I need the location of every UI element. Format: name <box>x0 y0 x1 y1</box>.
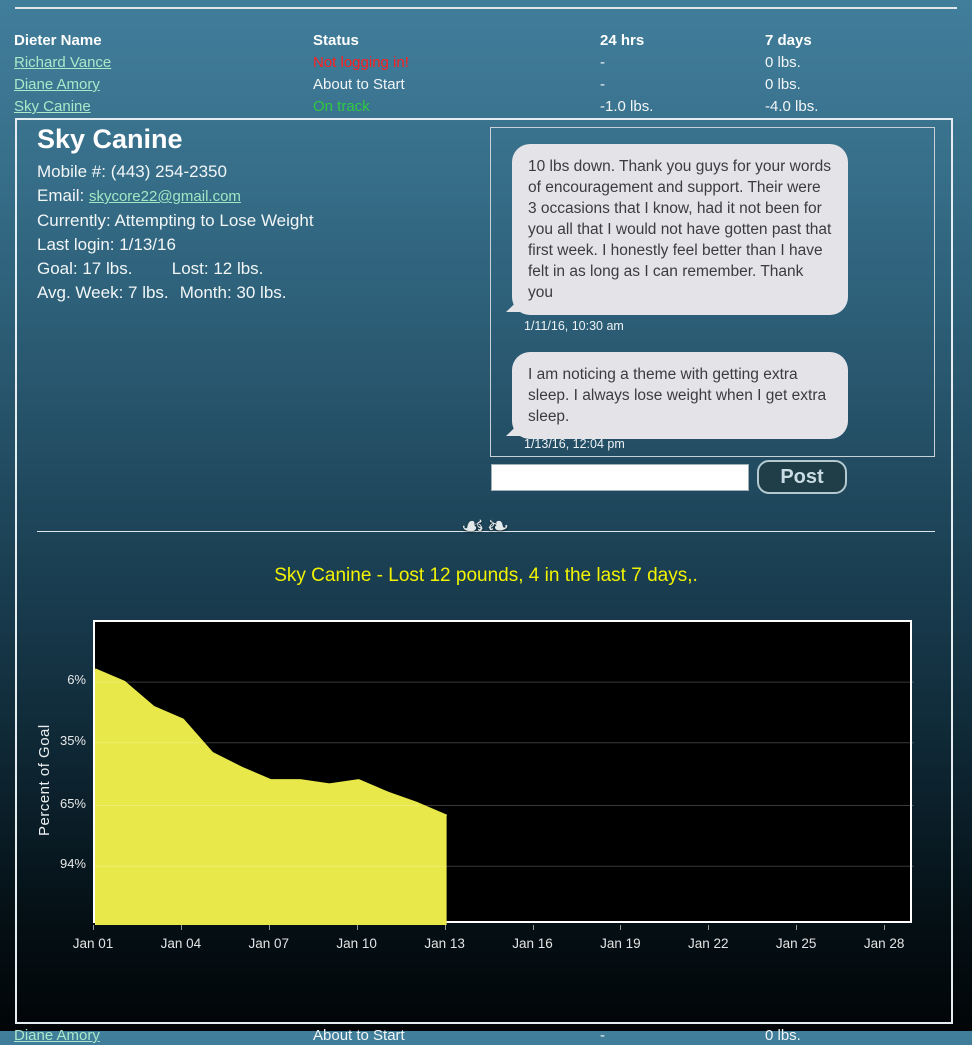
x-tick-mark <box>533 925 534 930</box>
chart-y-axis-label: Percent of Goal <box>36 724 53 836</box>
y-tick-label: 35% <box>59 732 86 748</box>
x-tick-label: Jan 19 <box>600 936 641 951</box>
x-tick-mark <box>796 925 797 930</box>
x-tick-label: Jan 22 <box>688 936 729 951</box>
dieter-link-richard-vance[interactable]: Richard Vance <box>14 54 112 71</box>
chat-message-input[interactable] <box>491 464 749 491</box>
status-diane-amory: About to Start <box>313 76 405 93</box>
x-tick-mark <box>620 925 621 930</box>
post-button[interactable]: Post <box>757 460 847 494</box>
chat-messages-panel[interactable] <box>490 127 935 457</box>
chat-message-timestamp: 1/13/16, 12:04 pm <box>524 437 625 451</box>
status-next-row: About to Start <box>313 1027 405 1044</box>
value-24hrs-next-row: - <box>600 1027 605 1044</box>
chart-title: Sky Canine - Lost 12 pounds, 4 in the last 7 days,. <box>274 565 698 586</box>
y-tick-label: 94% <box>59 856 86 872</box>
value-24hrs-richard-vance: - <box>600 54 605 71</box>
profile-goal: Goal: 17 lbs. <box>37 259 133 278</box>
weight-chart-svg <box>95 622 914 925</box>
profile-last-login: Last login: 1/13/16 <box>37 235 176 254</box>
x-tick-mark <box>269 925 270 930</box>
x-tick-label: Jan 16 <box>512 936 553 951</box>
dieter-link-diane-amory[interactable]: Diane Amory <box>14 76 100 93</box>
profile-email-line <box>37 186 241 206</box>
y-tick-label: 6% <box>67 672 86 688</box>
value-7days-sky-canine: -4.0 lbs. <box>765 98 819 115</box>
x-tick-label: Jan 25 <box>775 936 817 951</box>
x-tick-mark <box>181 925 182 930</box>
x-tick-mark <box>708 925 709 930</box>
dieter-link-next-row[interactable]: Diane Amory <box>14 1027 100 1044</box>
x-tick-mark <box>357 925 358 930</box>
email-label: Email: <box>37 186 85 205</box>
table-header-status: Status <box>313 32 359 49</box>
value-7days-richard-vance: 0 lbs. <box>765 54 801 71</box>
table-header-24hrs: 24 hrs <box>600 32 645 49</box>
x-tick-mark <box>884 925 885 930</box>
profile-avg-week: Avg. Week: 7 lbs. <box>37 283 169 302</box>
chart-x-axis <box>72 925 916 965</box>
x-tick-mark <box>445 925 446 930</box>
chart-y-tick-labels <box>32 620 86 923</box>
dieter-link-sky-canine[interactable]: Sky Canine <box>14 98 91 115</box>
value-7days-diane-amory: 0 lbs. <box>765 76 801 93</box>
top-divider-line <box>15 7 957 9</box>
chat-message-bubble: 10 lbs down. Thank you guys for your words of encouragement and support. Their were 3 occasions that I know, had it not been for you all that I would not have gotten past that first week. I honestly feel better than I have felt in as long as I can remember. Thank you <box>512 144 848 315</box>
profile-name-title: Sky Canine <box>37 124 183 154</box>
x-tick-label: Jan 07 <box>248 936 290 951</box>
value-24hrs-sky-canine: -1.0 lbs. <box>600 98 654 115</box>
value-7days-next-row: 0 lbs. <box>765 1027 801 1044</box>
table-header-dieter-name: Dieter Name <box>14 32 102 49</box>
table-header-7days: 7 days <box>765 32 812 49</box>
x-tick-mark <box>93 925 94 930</box>
status-richard-vance: Not logging in! <box>313 54 409 71</box>
profile-averages-line <box>37 283 287 303</box>
profile-mobile: Mobile #: (443) 254-2350 <box>37 162 227 181</box>
chat-message-bubble: I am noticing a theme with getting extra sleep. I always lose weight when I get extra sleep. <box>512 352 848 439</box>
x-tick-label: Jan 28 <box>863 936 905 951</box>
profile-lost: Lost: 12 lbs. <box>171 259 264 278</box>
profile-goal-lost-line <box>37 259 263 279</box>
status-sky-canine: On track <box>313 98 370 115</box>
profile-month: Month: 30 lbs. <box>179 283 287 302</box>
x-tick-label: Jan 10 <box>336 936 377 951</box>
y-tick-label: 65% <box>59 795 86 811</box>
x-tick-label: Jan 01 <box>72 936 114 951</box>
profile-currently: Currently: Attempting to Lose Weight <box>37 211 314 230</box>
chat-message-timestamp: 1/11/16, 10:30 am <box>524 319 624 333</box>
x-tick-label: Jan 13 <box>424 936 465 951</box>
goal-projection-area <box>95 670 447 925</box>
email-link[interactable]: skycore22@gmail.com <box>88 188 241 205</box>
weight-chart-plot <box>93 620 912 923</box>
x-tick-label: Jan 04 <box>160 936 202 951</box>
floral-ornament-icon: ☙❧ <box>460 511 512 542</box>
value-24hrs-diane-amory: - <box>600 76 605 93</box>
